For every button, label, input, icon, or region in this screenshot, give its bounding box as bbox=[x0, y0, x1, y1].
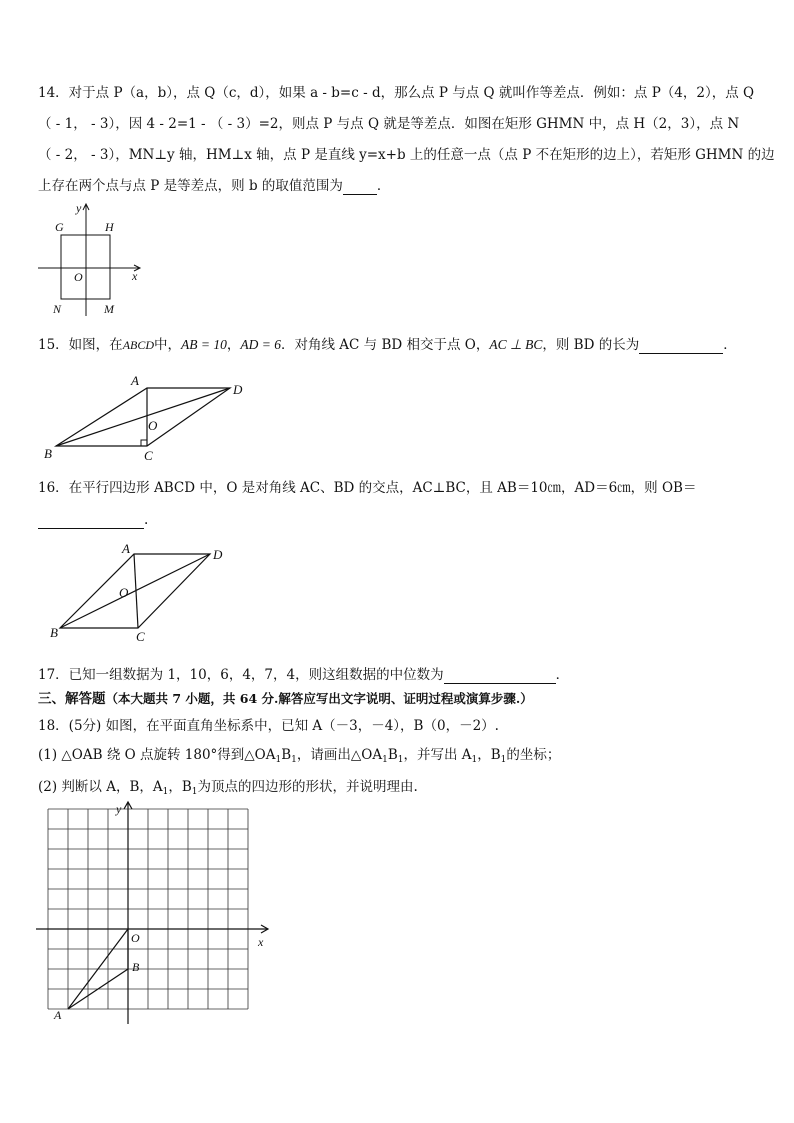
q18-sub: 1 bbox=[162, 787, 169, 797]
q15-perp: AC ⊥ BC bbox=[489, 337, 543, 352]
q18-p1-e: ，并写出 A bbox=[403, 747, 472, 763]
q18-p2-a: (2) 判断以 A，B，A bbox=[38, 779, 163, 795]
q16-label-b: B bbox=[50, 625, 58, 640]
q15-answer-blank bbox=[639, 339, 723, 354]
q18-sub: 1 bbox=[191, 787, 198, 797]
q18-sub: 1 bbox=[471, 755, 478, 765]
q18-label-y: y bbox=[116, 802, 122, 816]
q18-sub: 1 bbox=[397, 755, 404, 765]
q15-ab: AB = 10 bbox=[181, 337, 227, 352]
q14-label-g: G bbox=[55, 220, 64, 234]
q14-line-1: 14．对于点 P（a，b），点 Q（c，d），如果 a - b=c - d，那么点 P 与点 Q 就叫作等差点．例如：点 P（4，2），点 Q bbox=[38, 85, 755, 101]
q18-label-a: A bbox=[54, 1008, 62, 1022]
q18-p1-c: ，请画出△OA bbox=[296, 747, 383, 763]
q15-right-angle-mark bbox=[141, 440, 147, 446]
q15-label-c: C bbox=[144, 448, 153, 463]
q18-p1-a: (1) △OAB 绕 O 点旋转 180°得到△OA bbox=[38, 747, 276, 763]
q17-text: 17．已知一组数据为 1，10，6，4，7，4，则这组数据的中位数为 bbox=[38, 667, 444, 683]
q16-label-a: A bbox=[122, 541, 130, 556]
q14-label-h: H bbox=[105, 220, 114, 234]
q14-label-m: M bbox=[104, 302, 114, 316]
q16-label-d: D bbox=[213, 547, 223, 562]
q17-answer-blank bbox=[444, 669, 556, 684]
q16-line bbox=[38, 479, 696, 497]
q18-part-2 bbox=[38, 778, 418, 801]
q15-text-a: 15．如图，在 bbox=[38, 337, 123, 353]
q18-p1-f: ，B bbox=[477, 747, 501, 763]
q14-label-n: N bbox=[53, 302, 62, 316]
q18-stem: 18．(5分) 如图，在平面直角坐标系中，已知 A（－3，－4），B（0，－2）. bbox=[38, 718, 499, 734]
q15-label-b: B bbox=[44, 446, 52, 461]
q17-line bbox=[38, 666, 569, 684]
q16-answer-blank bbox=[38, 514, 144, 529]
q18-part-1 bbox=[38, 746, 560, 769]
q15-text-d: ，则 BD 的长为 bbox=[542, 337, 640, 353]
q14-figure bbox=[36, 200, 148, 318]
q14-label-o: O bbox=[74, 270, 83, 284]
q18-p2-b: ，B bbox=[168, 779, 192, 795]
q15-parallelogram-name: ABCD bbox=[122, 338, 155, 352]
q15-figure bbox=[40, 372, 252, 464]
q14-line-3: （ - 2， - 3），MN⊥y 轴，HM⊥x 轴，点 P 是直线 y=x+b 上的任意一点（点 P 不在矩形的边上），若矩形 GHMN 的边 bbox=[38, 147, 775, 163]
q18-label-b: B bbox=[132, 960, 140, 974]
q18-sub: 1 bbox=[500, 755, 507, 765]
q15-text-c: ．对角线 AC 与 BD 相交于点 O， bbox=[281, 337, 490, 353]
q16-label-c: C bbox=[136, 629, 145, 644]
q14-line-4 bbox=[38, 177, 390, 195]
section-3-title: 三、解答题 bbox=[38, 691, 106, 707]
q16-answer-line bbox=[38, 511, 148, 529]
q18-label-o: O bbox=[131, 931, 140, 945]
q15-label-d: D bbox=[233, 382, 243, 397]
q15-line bbox=[38, 336, 737, 354]
q15-text-b: 中， bbox=[154, 337, 182, 353]
q18-grid-lines bbox=[48, 809, 248, 1009]
q18-label-x: x bbox=[258, 935, 264, 949]
q14-line-4-end: ． bbox=[376, 178, 391, 194]
q18-p2-c: 为顶点的四边形的形状，并说明理由. bbox=[197, 779, 418, 795]
q15-ad: AD = 6 bbox=[240, 337, 281, 352]
q15-sep: ， bbox=[226, 337, 241, 353]
q14-answer-blank bbox=[343, 180, 377, 195]
q15-label-a: A bbox=[131, 373, 139, 388]
q15-diagonal-bd bbox=[56, 388, 230, 446]
q18-sub: 1 bbox=[382, 755, 388, 765]
q15-text-e: ． bbox=[723, 337, 737, 353]
q16-label-o: O bbox=[119, 585, 129, 600]
q18-p1-g: 的坐标； bbox=[506, 747, 561, 763]
section-3-desc: （本大题共 7 小题，共 64 分.解答应写出文字说明、证明过程或演算步骤.） bbox=[105, 691, 533, 706]
q17-end: ． bbox=[555, 667, 570, 683]
q14-line-4-text: 上存在两个点与点 P 是等差点，则 b 的取值范围为 bbox=[38, 178, 343, 194]
q15-label-o: O bbox=[148, 418, 158, 433]
q14-line-2: （ - 1， - 3），因 4 - 2=1 - （ - 3）=2，则点 P 与点 Q 就是等差点．如图在矩形 GHMN 中，点 H（2，3），点 N bbox=[38, 116, 740, 132]
q18-sub: 1 bbox=[291, 755, 297, 765]
q18-coordinate-grid bbox=[36, 800, 276, 1036]
q18-p1-d: B bbox=[387, 747, 398, 763]
q18-p1-b: B bbox=[281, 747, 292, 763]
q14-label-y: y bbox=[76, 201, 82, 215]
q16-end: . bbox=[144, 512, 149, 528]
q16-figure bbox=[48, 541, 234, 644]
q16-text: 16．在平行四边形 ABCD 中，O 是对角线 AC、BD 的交点，AC⊥BC，且 AB＝10㎝，AD＝6㎝，则 OB＝ bbox=[38, 480, 697, 496]
q14-label-x: x bbox=[132, 269, 138, 283]
section-3-heading bbox=[38, 690, 533, 708]
q18-sub: 1 bbox=[275, 755, 282, 765]
